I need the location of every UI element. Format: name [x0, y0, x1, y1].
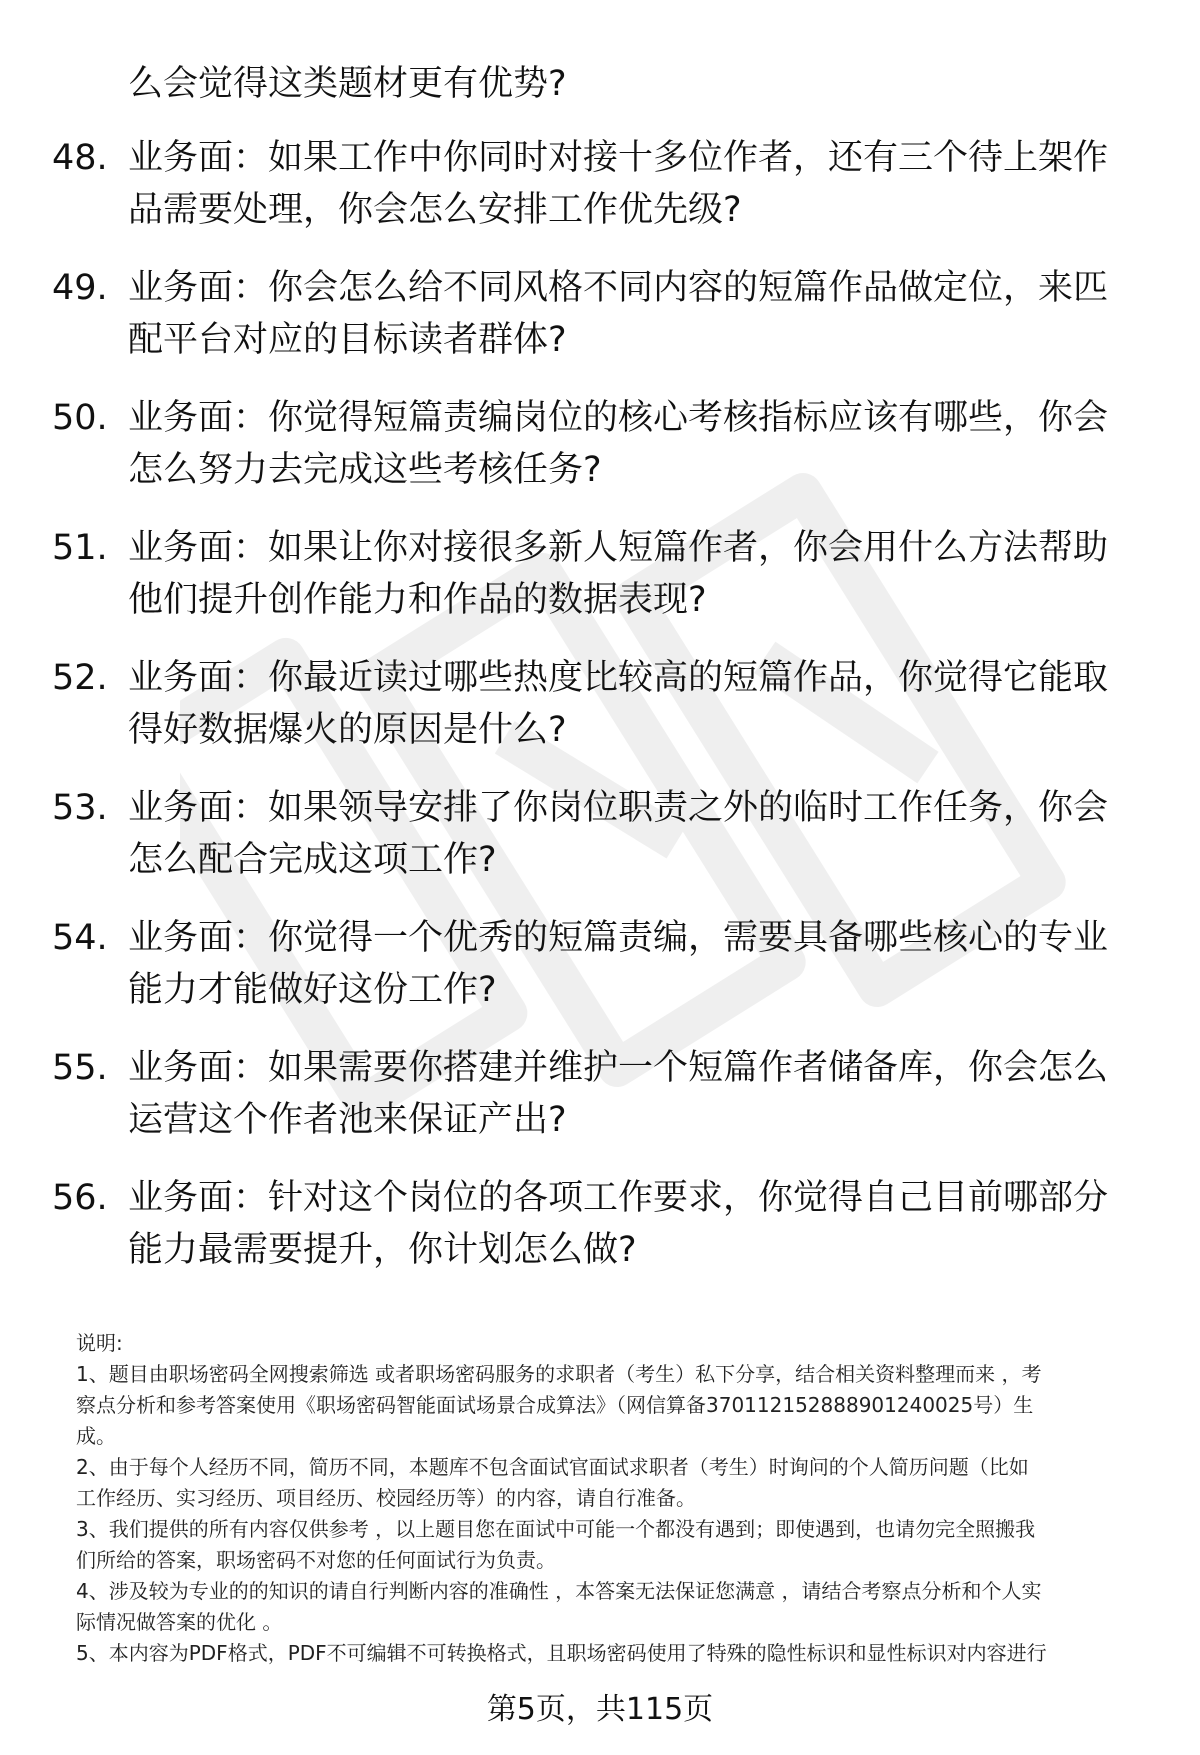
- question-text-line: 怎么配合完成这项工作?: [128, 840, 497, 880]
- question-text-line: 业务面：如果需要你搭建并维护一个短篇作者储备库，你会怎么: [128, 1048, 1109, 1088]
- question-item: [0, 1172, 1200, 1276]
- disclaimer-notes: [76, 1328, 1156, 1669]
- question-text-line: 品需要处理，你会怎么安排工作优先级?: [128, 190, 742, 230]
- question-number: 52.: [52, 658, 108, 698]
- question-text-line: 能力最需要提升，你计划怎么做?: [128, 1230, 637, 1270]
- notes-line: 际情况做答案的优化 。: [76, 1610, 283, 1634]
- question-number: 50.: [52, 398, 108, 438]
- question-text-line: 得好数据爆火的原因是什么?: [128, 710, 567, 750]
- question-item: [0, 132, 1200, 236]
- page-number-footer: 第5页，共115页: [486, 1692, 714, 1727]
- question-text-line: 业务面：针对这个岗位的各项工作要求，你觉得自己目前哪部分: [128, 1178, 1109, 1218]
- previous-question-continuation: 么会觉得这类题材更有优势?: [128, 64, 567, 104]
- question-text-line: 怎么努力去完成这些考核任务?: [128, 450, 602, 490]
- notes-line: 5、本内容为PDF格式，PDF不可编辑不可转换格式，且职场密码使用了特殊的隐性标识和显性标识对内容进行: [76, 1641, 1047, 1665]
- notes-line: 们所给的答案，职场密码不对您的任何面试行为负责。: [76, 1548, 556, 1572]
- question-number: 51.: [52, 528, 108, 568]
- notes-line: 4、涉及较为专业的的知识的请自行判断内容的准确性 ，本答案无法保证您满意 ，请结合考察点分析和个人实: [76, 1579, 1042, 1603]
- question-text-line: 业务面：如果领导安排了你岗位职责之外的临时工作任务，你会: [128, 788, 1109, 828]
- notes-line: 1、题目由职场密码全网搜索筛选 或者职场密码服务的求职者（考生）私下分享，结合相关资料整理而来 ，考: [76, 1362, 1042, 1386]
- question-item: [0, 262, 1200, 366]
- question-number: 53.: [52, 788, 108, 828]
- question-number: 55.: [52, 1048, 108, 1088]
- notes-line: 2、由于每个人经历不同，简历不同，本题库不包含面试官面试求职者（考生）时询问的个人简历问题（比如: [76, 1455, 1029, 1479]
- question-number: 56.: [52, 1178, 108, 1218]
- question-text-line: 运营这个作者池来保证产出?: [128, 1100, 567, 1140]
- question-text-line: 业务面：你会怎么给不同风格不同内容的短篇作品做定位，来匹: [128, 268, 1109, 308]
- question-item: [0, 1042, 1200, 1146]
- question-number: 49.: [52, 268, 108, 308]
- notes-line: 察点分析和参考答案使用《职场密码智能面试场景合成算法》（网信算备370112152888901240025号）生: [76, 1393, 1034, 1417]
- question-text-line: 能力才能做好这份工作?: [128, 970, 497, 1010]
- question-item: [0, 392, 1200, 496]
- notes-line: 成。: [76, 1424, 116, 1448]
- question-text-line: 业务面：如果工作中你同时对接十多位作者，还有三个待上架作: [128, 138, 1109, 178]
- question-number: 48.: [52, 138, 108, 178]
- question-text-line: 业务面：你觉得一个优秀的短篇责编，需要具备哪些核心的专业: [128, 918, 1109, 958]
- question-item: [0, 522, 1200, 626]
- question-text-line: 业务面：你最近读过哪些热度比较高的短篇作品，你觉得它能取: [128, 658, 1109, 698]
- question-number: 54.: [52, 918, 108, 958]
- question-item: [0, 652, 1200, 756]
- notes-line: 3、我们提供的所有内容仅供参考 ，以上题目您在面试中可能一个都没有遇到；即使遇到，也请勿完全照搬我: [76, 1517, 1036, 1541]
- question-text-line: 配平台对应的目标读者群体?: [128, 320, 567, 360]
- notes-heading: 说明:: [76, 1331, 123, 1355]
- notes-line: 工作经历、实习经历、项目经历、校园经历等）的内容，请自行准备。: [76, 1486, 696, 1510]
- question-item: [0, 782, 1200, 886]
- question-text-line: 业务面：如果让你对接很多新人短篇作者，你会用什么方法帮助: [128, 528, 1109, 568]
- question-item: [0, 912, 1200, 1016]
- question-text-line: 业务面：你觉得短篇责编岗位的核心考核指标应该有哪些，你会: [128, 398, 1109, 438]
- question-text-line: 他们提升创作能力和作品的数据表现?: [128, 580, 707, 620]
